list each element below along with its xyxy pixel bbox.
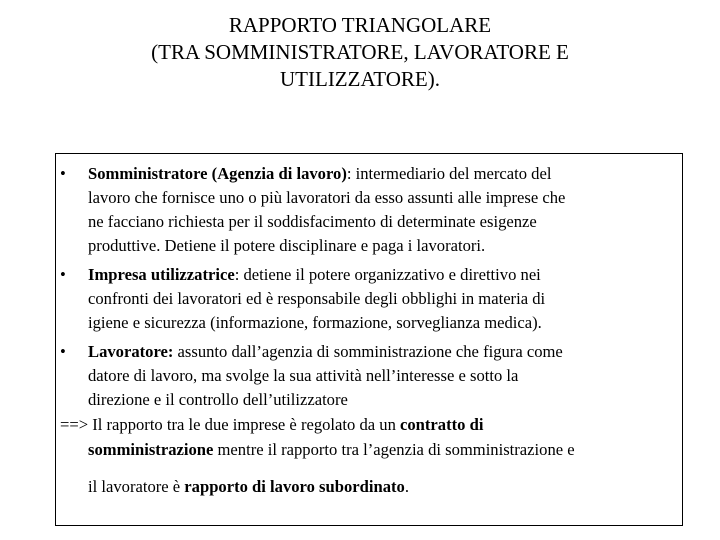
- conclusion-arrow: ==>: [60, 415, 89, 434]
- conclusion-bold-3: rapporto di lavoro subordinato: [184, 477, 405, 496]
- conclusion-line-2: [88, 440, 575, 460]
- bullet-2-line-3: igiene e sicurezza (informazione, formazione, sorveglianza medica).: [88, 313, 542, 332]
- conclusion-text-3: il lavoratore è: [88, 477, 185, 496]
- bullet-1-line-2: lavoro che fornisce uno o più lavoratori da esso assunti alle imprese che: [88, 188, 566, 207]
- title-line-3: UTILIZZATORE).: [280, 67, 440, 91]
- bullet-1-glyph: •: [60, 164, 66, 183]
- conclusion-text-4: .: [404, 477, 409, 496]
- content-box: [55, 153, 683, 526]
- conclusion-bold-2: somministrazione: [88, 440, 214, 459]
- bullet-2-glyph: •: [60, 265, 66, 284]
- bullet-3-line-3: direzione e il controllo dell’utilizzatore: [88, 390, 348, 409]
- bullet-1-first-line-rest: : intermediario del mercato del: [346, 164, 552, 183]
- conclusion-text-1: Il rapporto tra le due imprese è regolato da un: [88, 415, 401, 434]
- conclusion-text-2: mentre il rapporto tra l’agenzia di somministrazione e: [213, 440, 575, 459]
- slide-title: [60, 12, 660, 93]
- title-line-2: (TRA SOMMINISTRATORE, LAVORATORE E: [151, 40, 569, 64]
- bullet-3-line-1: [88, 342, 563, 362]
- bullet-2-line-2: confronti dei lavoratori ed è responsabile degli obblighi in materia di: [88, 289, 546, 308]
- bullet-3-term: Lavoratore:: [88, 342, 174, 361]
- bullet-2-term: Impresa utilizzatrice: [88, 265, 235, 284]
- bullet-1-line-4: produttive. Detiene il potere disciplinare e paga i lavoratori.: [88, 236, 486, 255]
- bullet-2-first-line-rest: : detiene il potere organizzativo e direttivo nei: [234, 265, 541, 284]
- conclusion-bold-1: contratto di: [400, 415, 484, 434]
- bullet-1-line-1: [88, 164, 551, 184]
- bullet-1-term: Somministratore (Agenzia di lavoro): [88, 164, 347, 183]
- bullet-3-glyph: •: [60, 342, 66, 361]
- conclusion-line-1: [60, 415, 483, 435]
- bullet-2-line-1: [88, 265, 541, 285]
- bullet-1-line-3: ne facciano richiesta per il soddisfacimento di determinate esigenze: [88, 212, 537, 231]
- bullet-3-first-line-rest: assunto dall’agenzia di somministrazione che figura come: [173, 342, 563, 361]
- title-line-1: RAPPORTO TRIANGOLARE: [228, 13, 492, 37]
- conclusion-line-3: [88, 477, 409, 497]
- bullet-3-line-2: datore di lavoro, ma svolge la sua attività nell’interesse e sotto la: [88, 366, 519, 385]
